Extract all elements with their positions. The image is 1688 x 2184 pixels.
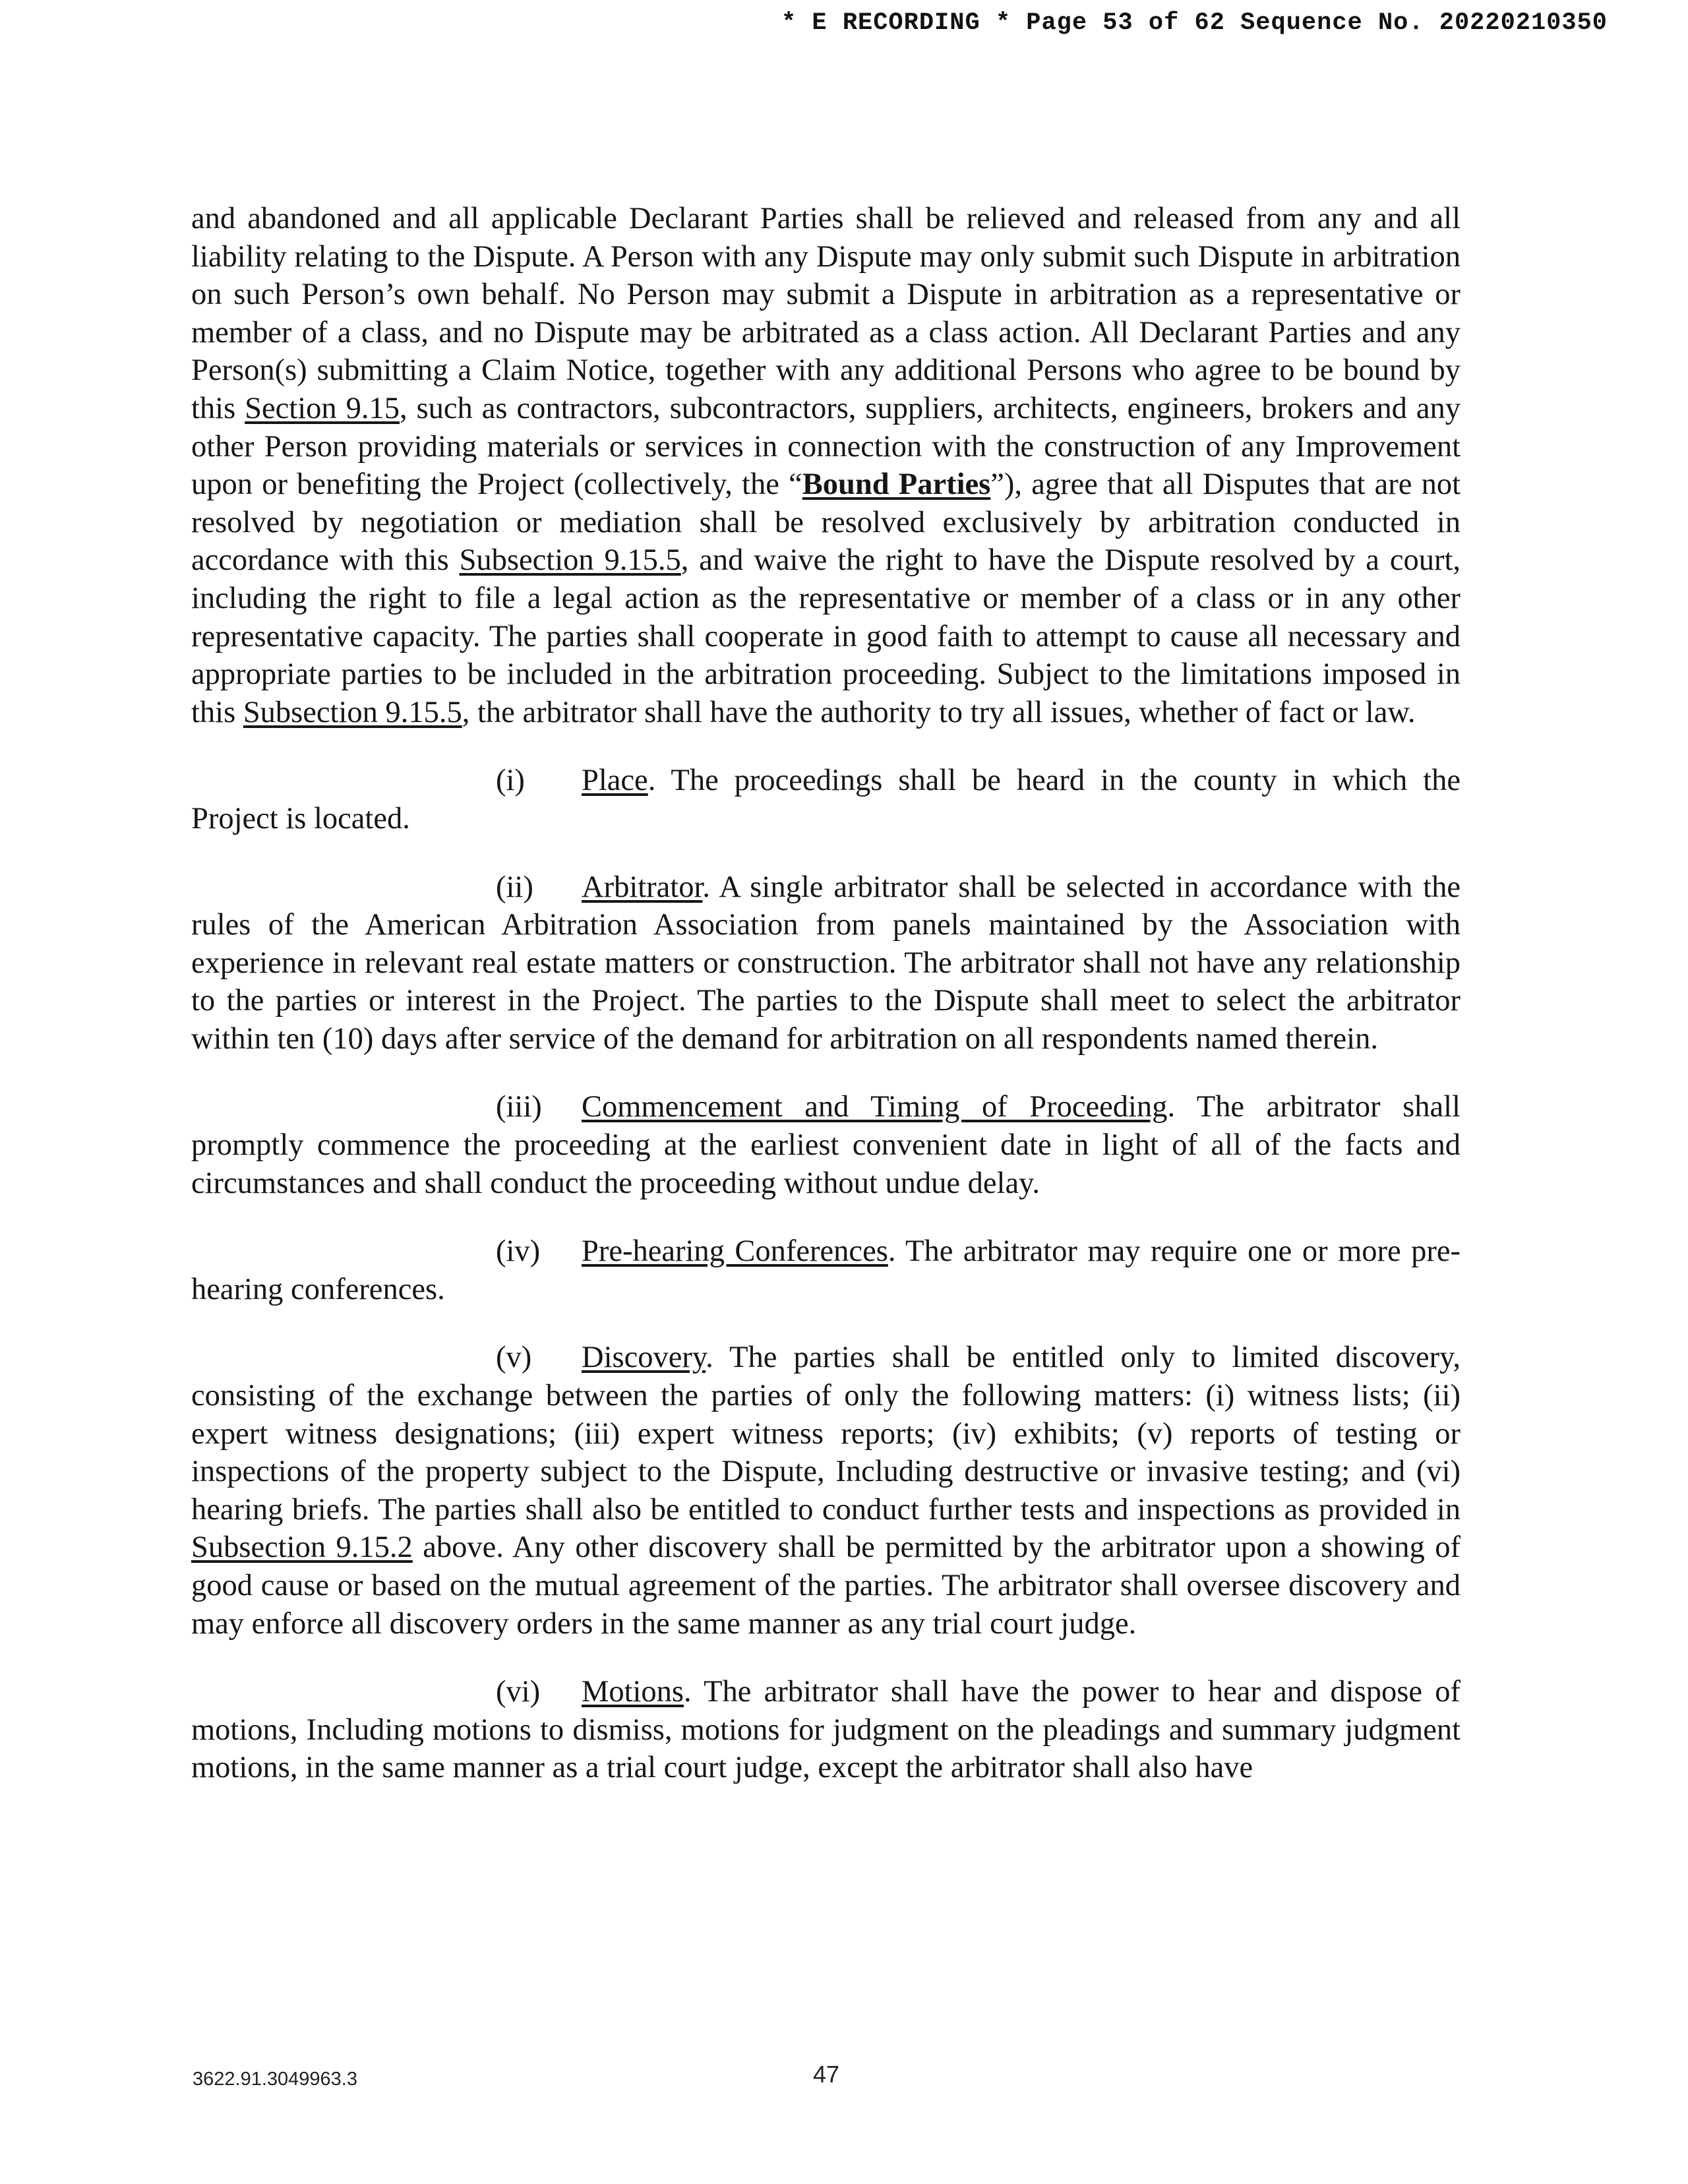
subparagraph-text: above. Any other discovery shall be permitted by the arbitrator upon a showing of good cause or based on the mutual agreement of the parties. The arbitrator shall oversee discovery and may enforce all discovery orders in the same manner as any trial court judge. [191, 1531, 1461, 1641]
subparagraph-text: . A single arbitrator shall be selected in accordance with the rules of the American Arbitration Association from panels maintained by the Association with experience in relevant real estate matters or construction. The arbitrator shall not have any relationship to the parties or interest in the Project. The parties to the Dispute shall meet to select the arbitrator within ten (10) days after service of the demand for arbitration on all respondents named therein. [191, 870, 1461, 1056]
subparagraph-numeral: (iv) [496, 1234, 541, 1269]
subparagraph-numeral: (i) [496, 764, 525, 798]
subparagraph-heading: Commencement and Timing of Proceeding [582, 1090, 1168, 1124]
subparagraph-arbitrator [191, 868, 1461, 1058]
page-number: 47 [813, 2061, 840, 2088]
subparagraph-motions [191, 1673, 1461, 1787]
intro-text-5: , the arbitrator shall have the authority to try all issues, whether of fact or law. [462, 695, 1416, 729]
subparagraph-text: . The arbitrator may require one or more pre-hearing conferences. [191, 1234, 1461, 1306]
recording-stamp: * E RECORDING * Page 53 of 62 Sequence No. 20220210350 [781, 9, 1608, 37]
subparagraph-numeral: (iii) [496, 1090, 542, 1124]
subparagraph-text: . The parties shall be entitled only to limited discovery, consisting of the exchange between the parties of only the following matters: (i) witness lists; (ii) expert witness designations; (iii) expert witness reports; (iv) exhibits; (v) reports of testing or inspections of the property subject to the Dispute, Including destructive or invasive testing; and (vi) hearing briefs. The parties shall also be entitled to conduct further tests and inspections as provided in [191, 1341, 1461, 1527]
page-body [191, 200, 1461, 1787]
subparagraph-heading: Discovery [582, 1341, 706, 1375]
subparagraph-prehearing [191, 1232, 1461, 1308]
subparagraph-text: . The arbitrator shall have the power to hear and dispose of motions, Including motions to dismiss, motions for judgment on the pleadings and summary judgment motions, in the same manner as a trial court judge, except the arbitrator shall also have [191, 1675, 1461, 1785]
intro-text-4: , and waive the right to have the Dispute resolved by a court, including the right to file a legal action as the representative or member of a class or in any other representative capacity. The parties shall cooperate in good faith to attempt to cause all necessary and appropriate parties to be included in the arbitration proceeding. Subject to the limitations imposed in this [191, 543, 1461, 729]
subsection-reference: Subsection 9.15.5 [243, 695, 462, 729]
intro-text-3: ”), agree that all Disputes that are not resolved by negotiation or mediation shall be resolved exclusively by arbitration conducted in accordance with this [191, 468, 1461, 578]
subparagraph-commencement [191, 1088, 1461, 1202]
document-id: 3622.91.3049963.3 [193, 2069, 357, 2090]
defined-term: Bound Parties [802, 468, 991, 502]
intro-paragraph [191, 200, 1461, 731]
subparagraph-text: . The proceedings shall be heard in the county in which the Project is located. [191, 764, 1461, 835]
section-reference: Section 9.15 [245, 391, 400, 425]
subparagraph-numeral: (ii) [496, 870, 533, 904]
intro-text-2: , such as contractors, subcontractors, suppliers, architects, engineers, brokers and any other Person providing materials or services in connection with the construction of any Improvement upon or benefiting the Project (collectively, the “ [191, 391, 1461, 502]
subparagraph-heading: Arbitrator [582, 870, 703, 904]
subparagraph-numeral: (vi) [496, 1675, 541, 1709]
subparagraph-heading: Pre-hearing Conferences [582, 1234, 888, 1269]
subparagraph-place [191, 762, 1461, 837]
subsection-reference: Subsection 9.15.2 [191, 1531, 413, 1565]
subsection-reference: Subsection 9.15.5 [459, 543, 681, 578]
subparagraph-heading: Place [582, 764, 648, 798]
subparagraph-heading: Motions [582, 1675, 684, 1709]
subparagraph-discovery [191, 1339, 1461, 1643]
subparagraph-numeral: (v) [496, 1341, 532, 1375]
subparagraph-text: . The arbitrator shall promptly commence the proceeding at the earliest convenient date in light of all of the facts and circumstances and shall conduct the proceeding without undue delay. [191, 1090, 1461, 1200]
intro-text-1: and abandoned and all applicable Declarant Parties shall be relieved and released from any and all liability relating to the Dispute. A Person with any Dispute may only submit such Dispute in arbitration on such Person’s own behalf. No Person may submit a Dispute in arbitration as a representative or member of a class, and no Dispute may be arbitrated as a class action. All Declarant Parties and any Person(s) submitting a Claim Notice, together with any additional Persons who agree to be bound by this [191, 202, 1461, 425]
